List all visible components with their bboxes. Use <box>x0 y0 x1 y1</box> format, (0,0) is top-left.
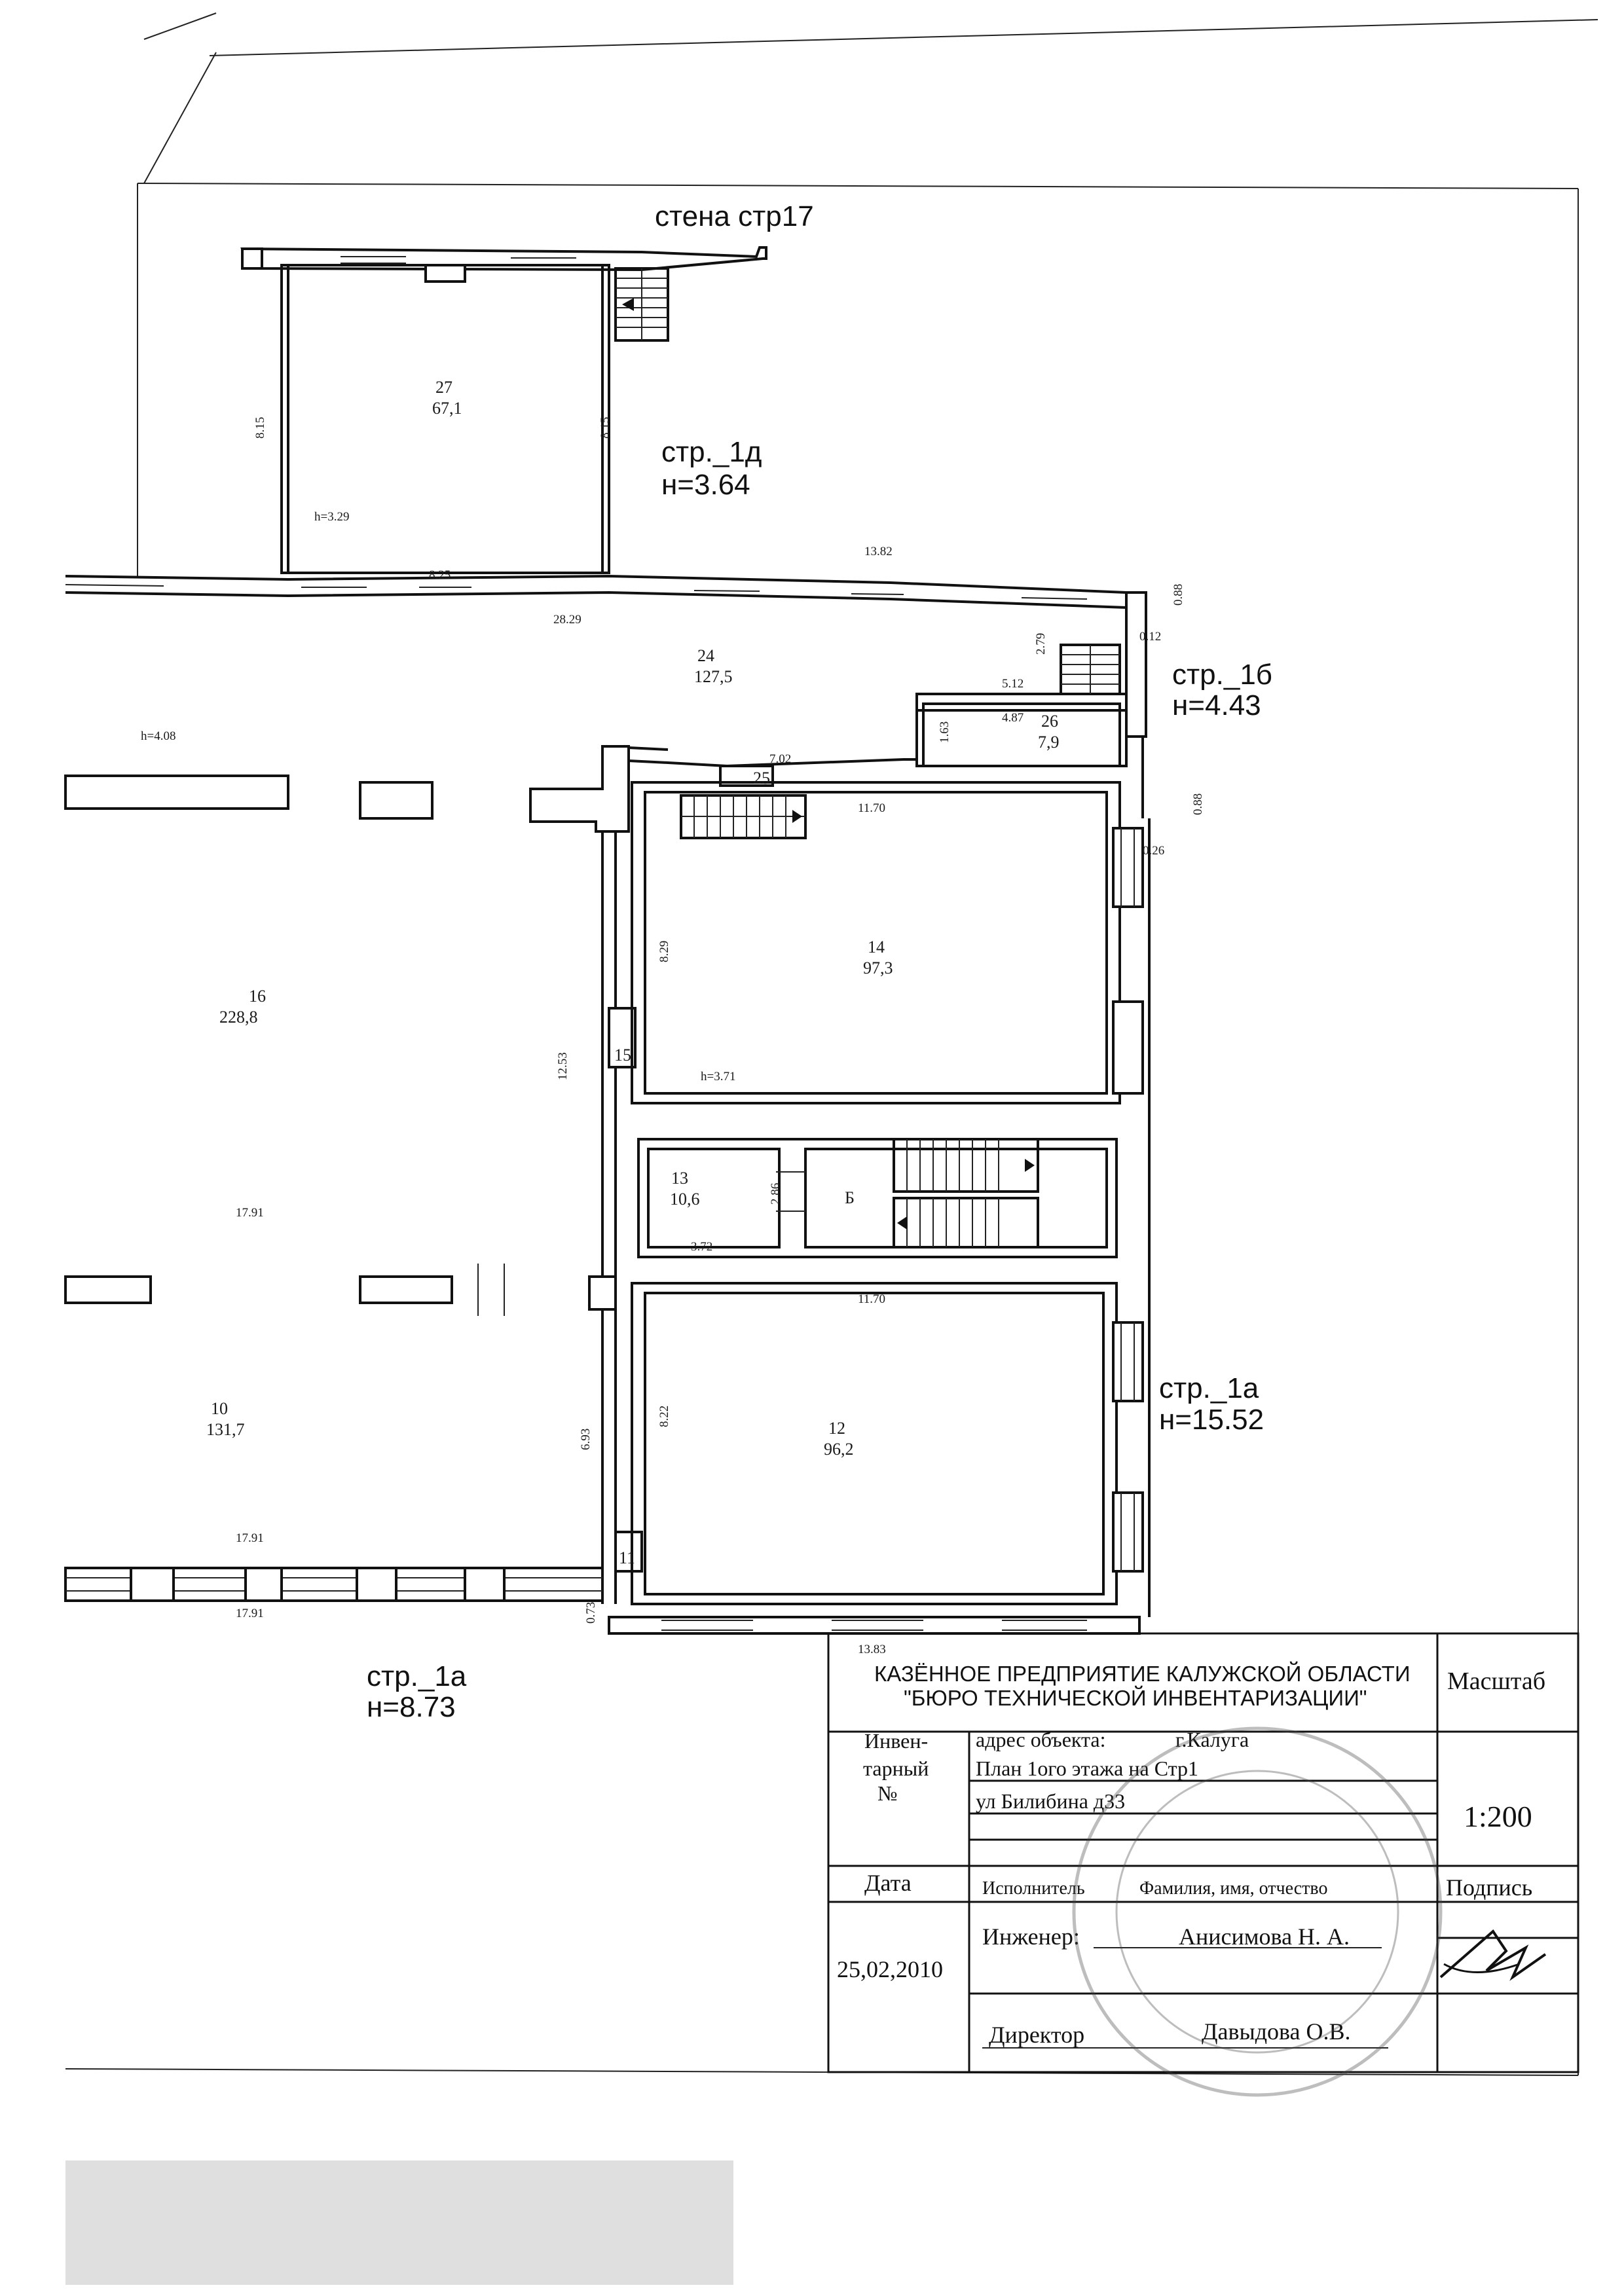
room-14-id: 14 <box>868 938 885 957</box>
room-10-id: 10 <box>211 1399 228 1418</box>
org-line-2: "БЮРО ТЕХНИЧЕСКОЙ ИНВЕНТАРИЗАЦИИ" <box>904 1686 1367 1710</box>
dim-0-73: 0.73 <box>584 1601 598 1624</box>
address-label: адрес объекта: <box>976 1728 1106 1751</box>
inv-label-2: тарный <box>863 1757 929 1780</box>
room-14 <box>632 737 1149 1617</box>
room-13-b <box>638 1139 1116 1257</box>
dim-8-29: 8.29 <box>657 940 671 962</box>
height-14: h=3.71 <box>701 1070 736 1084</box>
dim-11-70-bottom: 11.70 <box>858 1292 886 1306</box>
fio-label: Фамилия, имя, отчество <box>1139 1878 1328 1899</box>
dim-8-15-right: 8.15 <box>599 416 612 439</box>
room-24-id: 24 <box>697 646 714 665</box>
room-11-id: 11 <box>619 1548 636 1567</box>
room-10-area: 131,7 <box>206 1420 245 1439</box>
dim-17-91-c: 17.91 <box>236 1607 264 1620</box>
date-label: Дата <box>864 1870 912 1896</box>
scale-value: 1:200 <box>1464 1800 1532 1833</box>
dim-5-12: 5.12 <box>1002 677 1024 691</box>
room-15-id: 15 <box>614 1046 631 1065</box>
director-label: Директор <box>989 2022 1085 2048</box>
wall-south-10 <box>65 1568 602 1601</box>
engineer-label: Инженер: <box>982 1923 1080 1950</box>
plan-line: План 1ого этажа на Стр1 <box>976 1757 1198 1780</box>
dim-8-22: 8.22 <box>657 1405 671 1427</box>
room-24-area: 127,5 <box>694 667 733 686</box>
dim-12-53: 12.53 <box>556 1052 570 1080</box>
dimension-labels <box>236 417 1205 1656</box>
room-26-id: 26 <box>1041 712 1058 731</box>
str1b-height: н=4.43 <box>1172 689 1261 721</box>
dim-0-26: 0.26 <box>1143 844 1165 858</box>
staircase-24 <box>1061 645 1120 694</box>
height-16: h=4.08 <box>141 729 176 743</box>
dim-2-86: 2.86 <box>769 1182 783 1205</box>
executor-label: Исполнитель <box>982 1878 1085 1899</box>
room-26-area: 7,9 <box>1038 733 1060 752</box>
str1b-label: стр._1б <box>1172 659 1272 691</box>
dim-1-63: 1.63 <box>938 721 951 743</box>
title-block <box>828 1633 1578 2095</box>
scale-label: Масштаб <box>1447 1667 1546 1695</box>
room-27-id: 27 <box>435 378 452 397</box>
str1a-bottom-height: н=8.73 <box>367 1691 456 1723</box>
room-12-id: 12 <box>828 1419 845 1438</box>
str1d-label: стр._1д <box>661 436 762 468</box>
staircase-27 <box>616 268 668 340</box>
dim-3-72: 3.72 <box>691 1240 713 1254</box>
room-27-area: 67,1 <box>432 399 462 418</box>
inv-label-3: № <box>877 1781 898 1805</box>
staircase-14 <box>681 795 805 838</box>
dim-28-29: 28.29 <box>553 613 581 627</box>
address-city: г.Калуга <box>1175 1728 1249 1751</box>
room-16-id: 16 <box>249 987 266 1006</box>
staircase-b <box>894 1139 1038 1247</box>
dim-13-83: 13.83 <box>858 1643 886 1656</box>
height-27: h=3.29 <box>314 510 350 524</box>
room-13-area: 10,6 <box>670 1190 700 1209</box>
signature-label: Подпись <box>1446 1874 1533 1901</box>
wall-north-main <box>65 576 1146 737</box>
dim-13-82: 13.82 <box>864 545 893 558</box>
room-12 <box>609 1283 1143 1633</box>
dim-17-91-a: 17.91 <box>236 1206 264 1220</box>
dim-4-87: 4.87 <box>1002 711 1024 725</box>
dim-8-15-left: 8.15 <box>253 416 267 439</box>
dim-11-70-top: 11.70 <box>858 801 886 815</box>
room-12-area: 96,2 <box>824 1440 854 1459</box>
dim-0-12: 0.12 <box>1139 630 1162 644</box>
hall-partitions <box>65 746 635 1604</box>
room-14-area: 97,3 <box>863 958 893 977</box>
str1a-bottom-label: стр._1а <box>367 1660 467 1692</box>
dim-0-88-mid: 0.88 <box>1191 793 1205 815</box>
stena-str17-label: стена стр17 <box>655 200 814 232</box>
street: ул Билибина д33 <box>976 1789 1126 1813</box>
dim-0-88-top: 0.88 <box>1172 583 1185 606</box>
org-line-1: КАЗЁННОЕ ПРЕДПРИЯТИЕ КАЛУЖСКОЙ ОБЛАСТИ <box>874 1662 1411 1686</box>
str1a-right-label: стр._1а <box>1159 1372 1259 1404</box>
dim-8-25: 8.25 <box>429 568 451 582</box>
room-13-id: 13 <box>671 1169 688 1188</box>
engineer-name: Анисимова Н. А. <box>1179 1923 1350 1950</box>
dim-2-79: 2.79 <box>1034 632 1048 655</box>
dim-17-91-b: 17.91 <box>236 1531 264 1545</box>
room-16-area: 228,8 <box>219 1008 258 1027</box>
room-b-id: Б <box>845 1188 855 1207</box>
inv-label-1: Инвен- <box>864 1729 929 1753</box>
date-value: 25,02,2010 <box>837 1956 943 1982</box>
str1d-height: н=3.64 <box>661 469 750 501</box>
str1a-right-height: н=15.52 <box>1159 1404 1264 1436</box>
room-25-id: 25 <box>753 769 770 788</box>
director-name: Давыдова О.В. <box>1202 2018 1351 2045</box>
dim-6-93: 6.93 <box>579 1428 593 1450</box>
scan-noise <box>65 2160 733 2285</box>
dim-7-02: 7.02 <box>769 752 792 766</box>
